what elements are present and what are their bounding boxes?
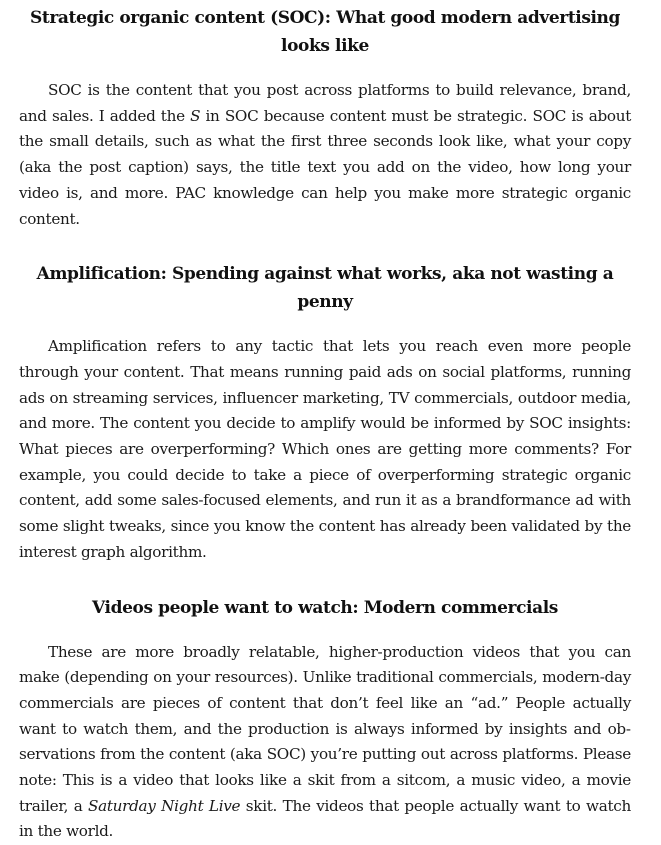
paragraph-videos-text-2: skit. The videos that people actually want to watch in the world. [19, 796, 631, 841]
heading-soc: Strategic organic content (SOC): What good modern advertising looks like [29, 8, 621, 56]
paragraph-videos-text-1: These are more broadly relatable, higher-production videos that you can make (depending on your resources). Unlike traditional commercials, modern-day commercials are pieces of content that don’t feel like an “ad.” People actually want to watch them, and the production is always informed by insights and observations from the content (aka SOC) you’re putting out across platforms. Please note: This is a video that looks like a skit from a sitcom, a music video, a movie trailer, a [19, 642, 631, 815]
paragraph-soc-text-1: SOC is the content that you post across platforms to build relevance, brand, and sales. I added the [19, 81, 631, 125]
paragraph-amplification-text: Amplification refers to any tactic that lets you reach even more people through your content. That means running paid ads on social platforms, running ads on streaming services, influencer marketing, TV commercials, outdoor media, and more. The content you decide to amplify would be informed by SOC insights: What pieces are overperforming? Which ones are getting more comments? For example, you could decide to take a piece of overperforming strategic organic content, add some sales-focused elements, and run it as a brandformance ad with some slight tweaks, since you know the content has already been validated by the interest graph algorithm. [19, 337, 631, 561]
heading-videos: Videos people want to watch: Modern commercials [92, 597, 558, 618]
paragraph-amplification [19, 334, 631, 565]
paragraph-soc-text-2: in SOC because content must be strategic. SOC is about the small details, such as what the first three seconds look like, what your copy (aka the post caption) says, the title text you add on the video, how long your video is, and more. PAC knowledge can help you make more strategic organic content. [19, 106, 631, 228]
paragraph-videos [19, 640, 631, 845]
heading-amplification: Amplification: Spending against what works, aka not wasting a penny [36, 264, 614, 313]
section-soc [19, 4, 631, 232]
document-page [19, 4, 631, 845]
section-videos [19, 594, 631, 845]
section-amplification [19, 260, 631, 565]
paragraph-soc [19, 78, 631, 232]
paragraph-soc-emphasis: S [190, 106, 201, 125]
paragraph-videos-emphasis: Saturday Night Live [88, 796, 241, 815]
